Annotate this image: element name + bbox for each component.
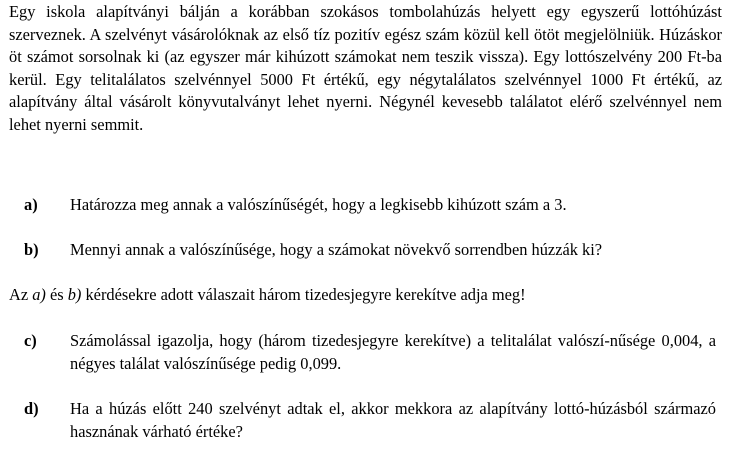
note-part1: Az	[9, 285, 33, 304]
question-c	[9, 330, 722, 375]
question-b-letter: b)	[24, 240, 39, 259]
note-ref-b: b)	[67, 285, 82, 304]
question-c-letter: c)	[24, 331, 37, 350]
question-a-text: Határozza meg annak a valószínűségét, hogy a legkisebb kihúzott szám a 3.	[70, 195, 567, 214]
question-d	[9, 398, 722, 443]
question-c-text: Számolással igazolja, hogy (három tizedesjegyre kerekítve) a telitalálat valószí-nűsége 0,004, a négyes találat valószínűsége pedig 0,099.	[70, 331, 716, 373]
problem-intro: Egy iskola alapítványi bálján a korábban szokásos tombolahúzás helyett egy egyszerű lottóhúzást szerveznek. A szelvényt vásárolóknak az első tíz pozitív egész szám közül kell ötöt megjelölniük. Húzáskor öt számot sorsolnak ki (az egyszer már kihúzott számokat nem teszik vissza). Egy lottószelvény 200 Ft-ba kerül. Egy telitalálatos szelvénnyel 5000 Ft értékű, egy négytalálatos szelvénnyel 1000 Ft értékű, az alapítvány által vásárolt könyvutalványt lehet nyerni. Négynél kevesebb találatot elérő szelvénnyel nem lehet nyerni semmit.	[9, 2, 722, 134]
question-d-letter: d)	[24, 399, 39, 418]
note-part2: és	[45, 285, 68, 304]
question-a	[9, 194, 722, 217]
rounding-note	[9, 284, 526, 307]
question-a-letter: a)	[24, 195, 38, 214]
question-b-text: Mennyi annak a valószínűsége, hogy a számokat növekvő sorrendben húzzák ki?	[70, 240, 603, 259]
note-ref-a: a)	[32, 285, 46, 304]
note-part3: kérdésekre adott válaszait három tizedesjegyre kerekítve adja meg!	[81, 285, 526, 304]
question-d-text: Ha a húzás előtt 240 szelvényt adtak el, akkor mekkora az alapítvány lottó-húzásból származó hasznának várható értéke?	[70, 399, 716, 441]
question-b	[9, 239, 722, 262]
